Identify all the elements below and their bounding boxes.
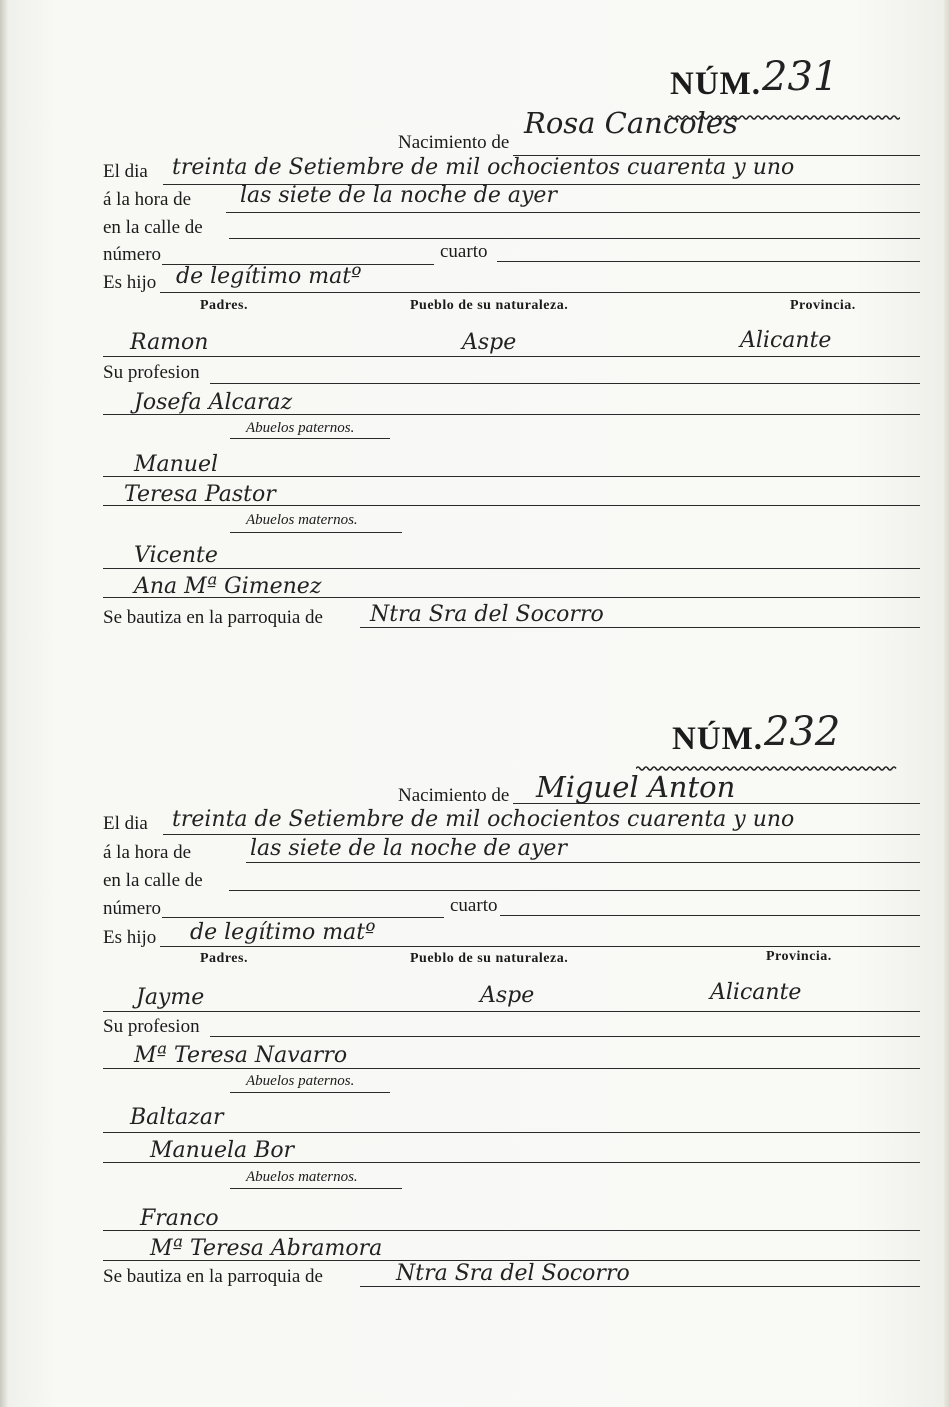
record-number-label: NÚM. [670, 66, 762, 102]
form-line [360, 1286, 920, 1287]
abuelos-maternos-label: Abuelos maternos. [246, 1169, 358, 1185]
abuelo-paterno: Manuel [134, 452, 219, 477]
abuela-paterna: Teresa Pastor [124, 482, 276, 507]
col-padres: Padres. [200, 951, 248, 966]
record-number-label: NÚM. [672, 721, 764, 757]
nacimiento-label: Nacimiento de [398, 132, 510, 153]
form-line [160, 946, 920, 947]
madre-name: Mª Teresa Navarro [134, 1043, 348, 1068]
form-line [229, 890, 920, 891]
calle-label: en la calle de [103, 217, 203, 238]
form-line [103, 414, 920, 415]
form-line [229, 238, 920, 239]
profesion-label: Su profesion [103, 1016, 200, 1037]
form-line [230, 1188, 402, 1189]
col-pueblo: Pueblo de su naturaleza. [410, 951, 569, 966]
abuelo-materno: Vicente [134, 543, 218, 568]
form-line [497, 261, 920, 262]
form-line [226, 212, 920, 213]
col-padres: Padres. [200, 298, 248, 313]
form-line [230, 1092, 390, 1093]
abuela-materna: Ana Mª Gimenez [134, 574, 322, 599]
form-line [103, 597, 920, 598]
child-name: Rosa Cancoles [524, 106, 738, 140]
page-binding-edge [0, 0, 8, 1407]
el-dia-value: treinta de Setiembre de mil ochocientos cuarenta y uno [172, 807, 795, 832]
profesion-label: Su profesion [103, 362, 200, 383]
hora-value: las siete de la noche de ayer [250, 836, 567, 861]
padre-provincia: Alicante [740, 328, 832, 353]
hijo-value: de legítimo matº [190, 920, 376, 945]
abuela-materna: Mª Teresa Abramora [150, 1236, 383, 1261]
hora-label: á la hora de [103, 189, 192, 210]
abuela-paterna: Manuela Bor [150, 1138, 295, 1163]
abuelo-materno: Franco [140, 1206, 219, 1231]
form-line [103, 476, 920, 477]
form-line [103, 1068, 920, 1069]
hijo-label: Es hijo [103, 927, 157, 948]
padre-pueblo: Aspe [462, 330, 517, 355]
form-line [103, 505, 920, 506]
form-line [163, 834, 920, 835]
hora-value: las siete de la noche de ayer [240, 183, 557, 208]
form-line [103, 1132, 920, 1133]
form-line [103, 1011, 920, 1012]
parroquia-label: Se bautiza en la parroquia de [103, 1266, 323, 1287]
padre-pueblo: Aspe [480, 983, 535, 1008]
cuarto-label: cuarto [450, 895, 498, 916]
child-name: Miguel Anton [536, 770, 736, 804]
el-dia-label: El dia [103, 813, 148, 834]
parroquia-label: Se bautiza en la parroquia de [103, 607, 323, 628]
form-line [360, 627, 920, 628]
abuelos-paternos-label: Abuelos paternos. [246, 1073, 355, 1089]
madre-name: Josefa Alcaraz [134, 390, 293, 415]
abuelos-maternos-label: Abuelos maternos. [246, 512, 358, 528]
form-line [162, 917, 444, 918]
form-line [210, 383, 920, 384]
hijo-value: de legítimo matº [176, 264, 362, 289]
form-line [500, 915, 920, 916]
page-outer-edge [944, 0, 950, 1407]
form-line [103, 568, 920, 569]
col-pueblo: Pueblo de su naturaleza. [410, 298, 569, 313]
col-provincia: Provincia. [790, 298, 856, 313]
calle-label: en la calle de [103, 870, 203, 891]
form-line [246, 862, 920, 863]
parroquia-value: Ntra Sra del Socorro [396, 1261, 630, 1286]
record-number-value: 231 [762, 54, 839, 100]
form-line [160, 292, 920, 293]
abuelo-paterno: Baltazar [130, 1105, 224, 1130]
record-number-value: 232 [764, 709, 841, 755]
form-line [103, 1162, 920, 1163]
el-dia-label: El dia [103, 161, 148, 182]
col-provincia: Provincia. [766, 949, 832, 964]
numero-label: número [103, 898, 162, 919]
form-line [103, 356, 920, 357]
abuelos-paternos-label: Abuelos paternos. [246, 420, 355, 436]
padre-name: Jayme [136, 985, 205, 1010]
padre-name: Ramon [130, 330, 209, 355]
form-line [230, 532, 402, 533]
nacimiento-label: Nacimiento de [398, 785, 510, 806]
form-line [230, 438, 390, 439]
form-line [210, 1036, 920, 1037]
numero-label: número [103, 244, 162, 265]
el-dia-value: treinta de Setiembre de mil ochocientos cuarenta y uno [172, 155, 795, 180]
cuarto-label: cuarto [440, 241, 488, 262]
form-line [513, 803, 920, 804]
hijo-label: Es hijo [103, 272, 157, 293]
form-line [103, 1230, 920, 1231]
parroquia-value: Ntra Sra del Socorro [370, 602, 604, 627]
hora-label: á la hora de [103, 842, 192, 863]
padre-provincia: Alicante [710, 980, 802, 1005]
